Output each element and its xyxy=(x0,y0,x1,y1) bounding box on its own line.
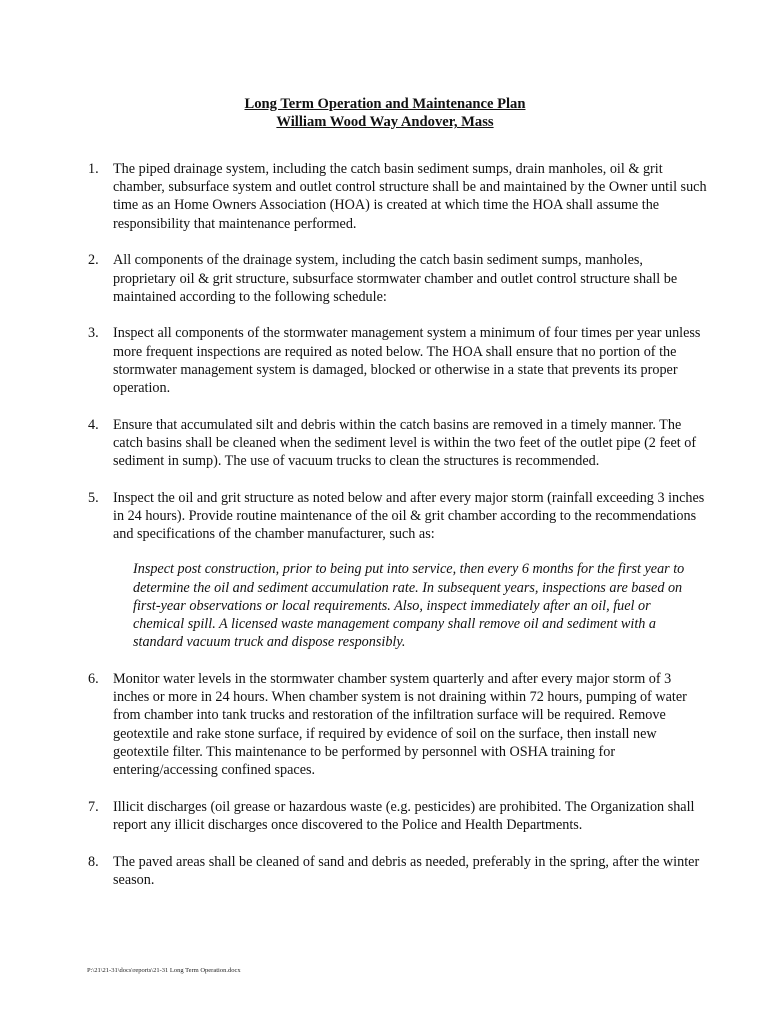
list-item xyxy=(88,160,708,233)
maintenance-list xyxy=(88,160,708,908)
list-item xyxy=(88,416,708,471)
title-line-1: Long Term Operation and Maintenance Plan xyxy=(244,96,526,112)
item-text: Inspect the oil and grit structure as noted below and after every major storm (rainfall exceeding 3 inches in 24 hours). Provide routine maintenance of the oil & grit chamber according to the recommendations and specifications of the chamber manufacturer, such as: xyxy=(113,489,705,543)
item-text: All components of the drainage system, including the catch basin sediment sumps, manholes, proprietary oil & grit structure, subsurface stormwater chamber and outlet control structure shall be maintained according to the following schedule: xyxy=(113,252,678,305)
item-text: Ensure that accumulated silt and debris within the catch basins are removed in a timely manner. The catch basins shall be cleaned when the sediment level is within the two feet of the outlet pipe (2 feet of sediment in sump). The use of vacuum trucks to clean the structures is recommended. xyxy=(113,416,697,470)
list-item xyxy=(88,853,708,889)
list-item xyxy=(88,489,708,652)
manufacturer-quote: Inspect post construction, prior to being put into service, then every 6 months for the first year to determine the oil and sediment accumulation rate. In subsequent years, inspections are based on first-year observations or local requirements. Also, inspect immediately after an oil, fuel or chemical spill. A licensed waste management company shall remove oil and sediment with a standard vacuum truck and dispose responsibly. xyxy=(133,561,685,651)
item-number: 4. xyxy=(88,416,99,433)
item-text: Inspect all components of the stormwater management system a minimum of four times per year unless more frequent inspections are required as noted below. The HOA shall ensure that no portion of the stormwater management system is damaged, blocked or otherwise in a state that prevents its proper operation. xyxy=(113,325,701,397)
item-number: 7. xyxy=(88,798,99,815)
document-title xyxy=(0,95,770,131)
item-text: The piped drainage system, including the catch basin sediment sumps, drain manholes, oil & grit chamber, subsurface system and outlet control structure shall be and maintained by the Owner until such time as an Home Owners Association (HOA) is created at which time the HOA shall assume the responsibility that maintenance performed. xyxy=(113,161,707,232)
item-number: 1. xyxy=(88,161,99,177)
item-number: 3. xyxy=(88,325,99,342)
list-item xyxy=(88,798,708,834)
item-number: 8. xyxy=(88,853,99,870)
item-text: The paved areas shall be cleaned of sand and debris as needed, preferably in the spring, after the winter season. xyxy=(113,853,700,888)
footer-file-path: P:\21\21-31\docs\reports\21-31 Long Term Operation.docx xyxy=(87,967,241,974)
item-text: Illicit discharges (oil grease or hazardous waste (e.g. pesticides) are prohibited. The Organization shall report any illicit discharges once discovered to the Police and Health Departments. xyxy=(113,798,695,833)
item-text: Monitor water levels in the stormwater chamber system quarterly and after every major storm of 3 inches or more in 24 hours. When chamber system is not draining within 72 hours, pumping of water from chamber into tank trucks and restoration of the infiltration surface will be required. Remove geotextile and rake stone surface, if required by evidence of soil on the surface, then install new geotextile filter. This maintenance to be performed by personnel with OSHA training for entering/accessing confined spaces. xyxy=(113,670,687,778)
item-number: 6. xyxy=(88,670,99,687)
item-number: 2. xyxy=(88,252,99,269)
list-item xyxy=(88,670,708,779)
list-item xyxy=(88,324,708,397)
title-line-2: William Wood Way Andover, Mass xyxy=(276,114,494,130)
list-item xyxy=(88,251,708,306)
item-number: 5. xyxy=(88,489,99,506)
